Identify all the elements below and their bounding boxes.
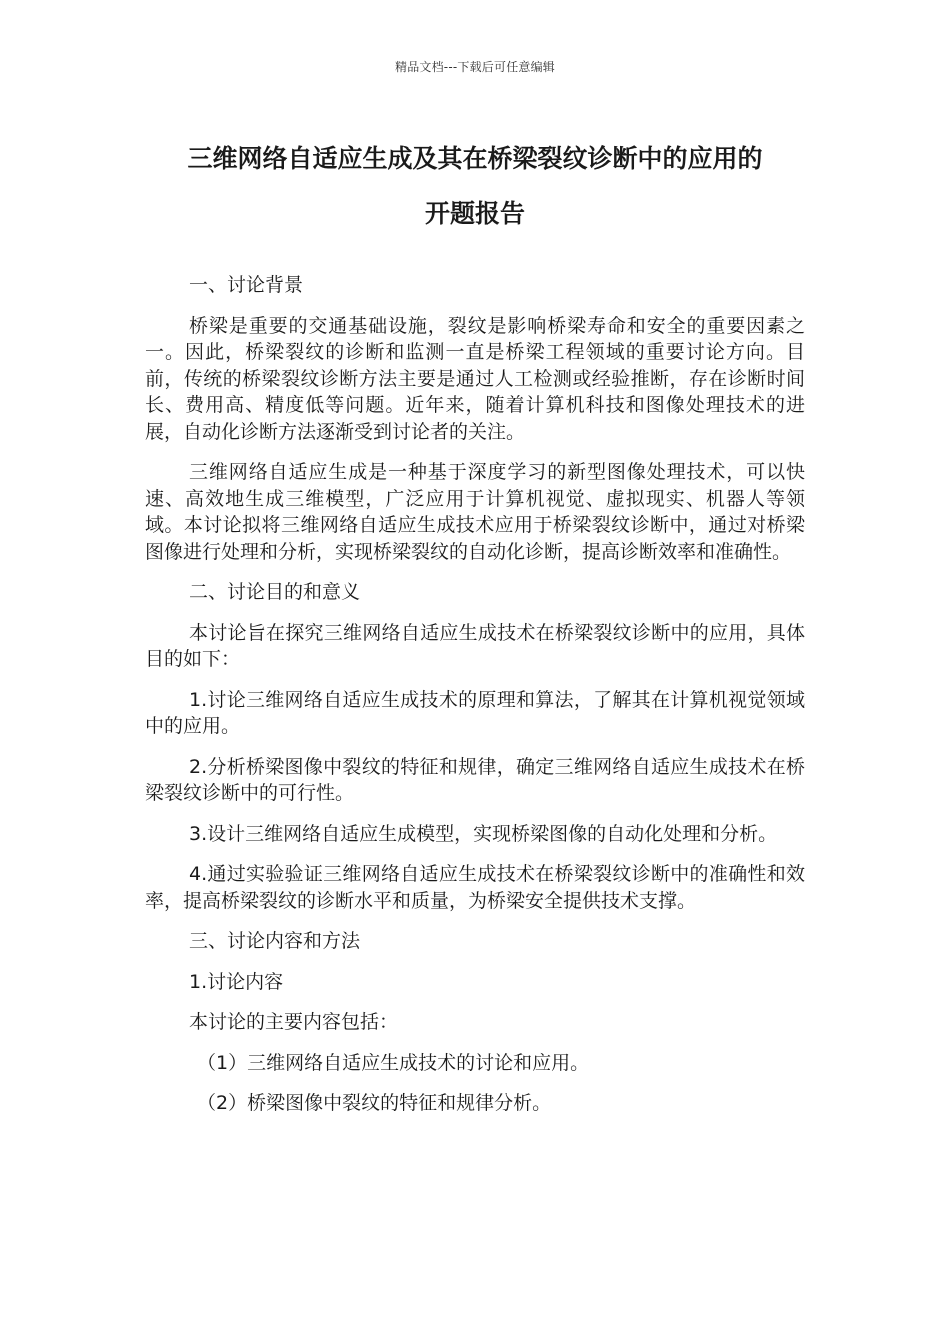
subsection-heading-content: 1.讨论内容: [189, 970, 284, 993]
purpose-item-4: 4.通过实验验证三维网络自适应生成技术在桥梁裂纹诊断中的准确性和效率，提高桥梁裂纹的诊断水平和质量，为桥梁安全提供技术支撑。: [145, 863, 805, 912]
section-heading-methods: 三、讨论内容和方法: [189, 930, 361, 952]
document-body: [145, 272, 805, 1131]
paragraph-background-1: 桥梁是重要的交通基础设施，裂纹是影响桥梁寿命和安全的重要因素之一。因此，桥梁裂纹的诊断和监测一直是桥梁工程领域的重要讨论方向。目前，传统的桥梁裂纹诊断方法主要是通过人工检测或经验推断，存在诊断时间长、费用高、精度低等问题。近年来，随着计算机科技和图像处理技术的进展，自动化诊断方法逐渐受到讨论者的关注。: [145, 314, 805, 443]
header-watermark: 精品文档---下载后可任意编辑: [395, 60, 555, 74]
paragraph-purpose-intro: 本讨论旨在探究三维网络自适应生成技术在桥梁裂纹诊断中的应用，具体目的如下：: [145, 621, 805, 670]
content-list-item-2: （2）桥梁图像中裂纹的特征和规律分析。: [197, 1092, 552, 1114]
content-list-item-1: （1）三维网络自适应生成技术的讨论和应用。: [197, 1051, 590, 1074]
title-line-1: 三维网络自适应生成及其在桥梁裂纹诊断中的应用的: [187, 144, 763, 173]
title-line-2: 开题报告: [424, 199, 525, 228]
paragraph-content-intro: 本讨论的主要内容包括：: [189, 1011, 399, 1033]
section-heading-purpose: 二、讨论目的和意义: [189, 581, 361, 603]
purpose-item-2: 2.分析桥梁图像中裂纹的特征和规律，确定三维网络自适应生成技术在桥梁裂纹诊断中的可行性。: [145, 755, 805, 804]
purpose-item-1: 1.讨论三维网络自适应生成技术的原理和算法，了解其在计算机视觉领域中的应用。: [145, 688, 805, 737]
paragraph-background-2: 三维网络自适应生成是一种基于深度学习的新型图像处理技术，可以快速、高效地生成三维模型，广泛应用于计算机视觉、虚拟现实、机器人等领域。本讨论拟将三维网络自适应生成技术应用于桥梁裂纹诊断中，通过对桥梁图像进行处理和分析，实现桥梁裂纹的自动化诊断，提高诊断效率和准确性。: [145, 461, 805, 563]
purpose-item-3: 3.设计三维网络自适应生成模型，实现桥梁图像的自动化处理和分析。: [189, 822, 778, 845]
section-heading-background: 一、讨论背景: [189, 274, 304, 296]
